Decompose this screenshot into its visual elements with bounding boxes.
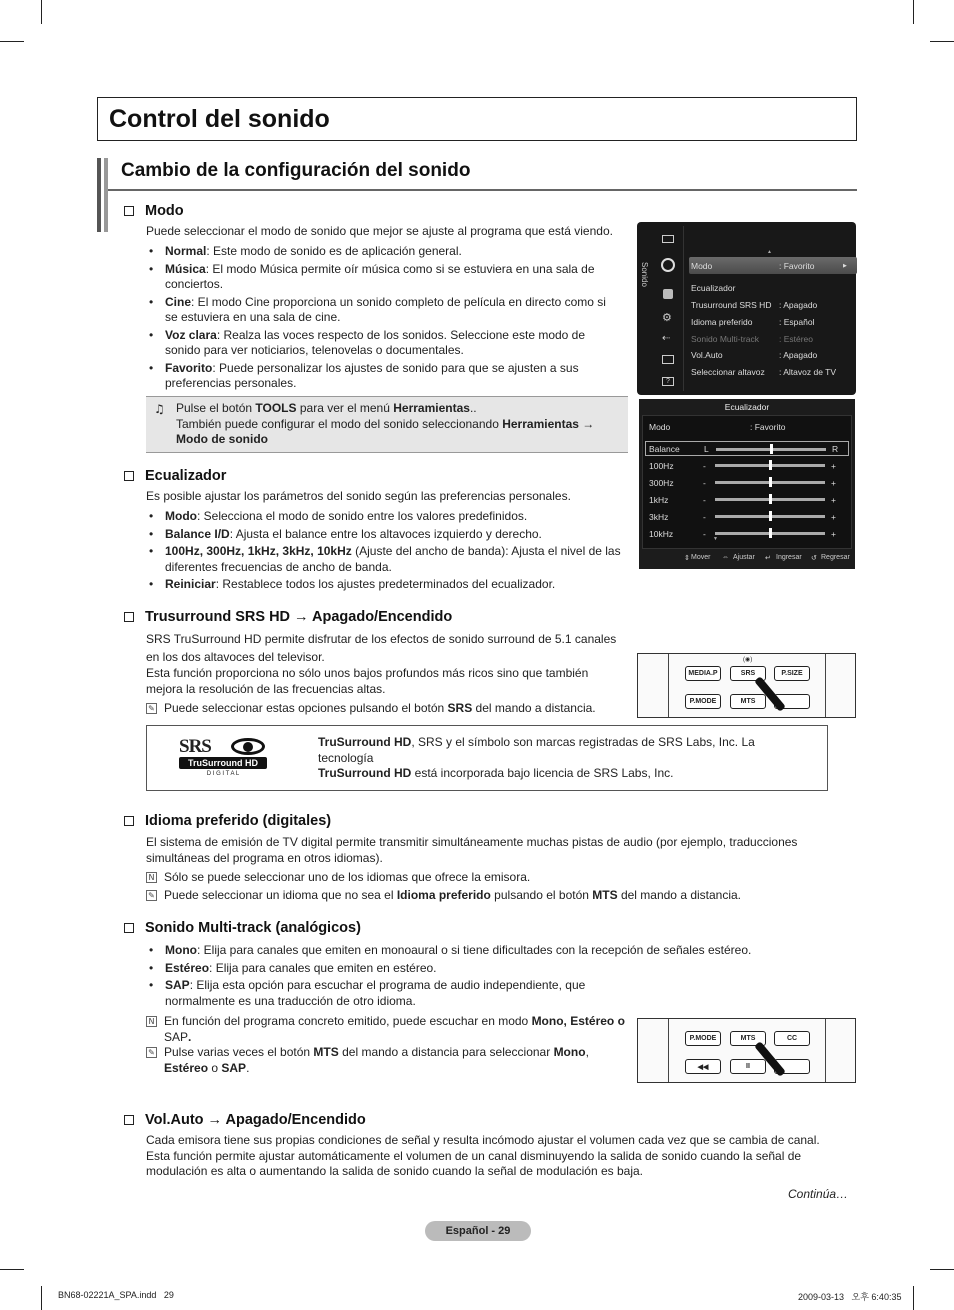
eq-minus: - bbox=[703, 511, 706, 522]
eq-scroll-down-icon: ▼ bbox=[713, 536, 718, 542]
mts-button[interactable]: MTS bbox=[730, 1031, 766, 1046]
srs-license-box bbox=[146, 725, 828, 791]
eq-minus: - bbox=[703, 494, 706, 505]
eq-minus: - bbox=[703, 460, 706, 471]
srs-button[interactable]: SRS bbox=[730, 666, 766, 681]
eq-minus: - bbox=[703, 477, 706, 488]
menu-row-volauto[interactable]: Vol.Auto : Apagado bbox=[691, 349, 818, 360]
list-item: • Voz clara: Realza las voces respecto de los sonidos. Seleccione este modo de sonido para ver noticiarios, telenovelas o documentales. bbox=[146, 328, 616, 359]
tools-icon: ♫ bbox=[154, 402, 165, 416]
list-item: • Reiniciar: Restablece todos los ajustes predeterminados del ecualizador. bbox=[146, 577, 631, 593]
info-note-icon: N bbox=[146, 1016, 157, 1027]
title-box bbox=[97, 97, 857, 141]
srs-p1: SRS TruSurround HD permite disfrutar de los efectos de sonido surround de 5.1 canales en los dos altavoces del televisor. bbox=[146, 632, 617, 664]
application-icon bbox=[662, 355, 674, 364]
eq-plus: + bbox=[831, 528, 836, 539]
subtitle-bar-accent-2 bbox=[104, 158, 108, 232]
remote-edge-right bbox=[825, 654, 826, 717]
multitrack-note2: ✎ Pulse varias veces el botón MTS del mando a distancia para seleccionar Mono, Estéreo o SAP. bbox=[146, 1045, 606, 1076]
enter-icon: ↵ bbox=[765, 555, 771, 562]
remote-mts-illustration bbox=[637, 1018, 856, 1083]
remote-note-icon: ✎ bbox=[146, 1047, 157, 1058]
rewind-button[interactable]: ◀◀ bbox=[685, 1059, 721, 1074]
modo-intro: Puede seleccionar el modo de sonido que mejor se ajuste al programa que está viendo. bbox=[146, 224, 613, 238]
multitrack-note1: N En función del programa concreto emitido, puede escuchar en modo Mono, Estéreo o SAP. bbox=[146, 1014, 626, 1045]
menu-row-altavoz[interactable]: Seleccionar altavoz : Altavoz de TV bbox=[691, 366, 837, 377]
remote-edge-left bbox=[668, 654, 669, 717]
eq-band-row[interactable] bbox=[645, 492, 849, 507]
eq-band-slider[interactable] bbox=[715, 498, 825, 501]
idioma-note2: ✎ Puede seleccionar un idioma que no sea el Idioma preferido pulsando el botón MTS del mando a distancia. bbox=[146, 888, 826, 904]
list-item: • Favorito: Puede personalizar los ajustes de sonido para que se ajusten a sus preferencias personales. bbox=[146, 361, 616, 392]
eq-band-label: 100Hz bbox=[649, 460, 674, 471]
idioma-p1: El sistema de emisión de TV digital permite transmitir simultáneamente muchas pistas de audio (por ejemplo, traducciones simultáneas del programa en otros idiomas). bbox=[146, 835, 798, 865]
media-p-button[interactable]: MEDIA.P bbox=[685, 666, 721, 681]
remote-edge-right bbox=[825, 1019, 826, 1082]
eq-band-label: 10kHz bbox=[649, 528, 674, 539]
move-icon: ⇕ bbox=[684, 555, 690, 562]
eq-band-row[interactable] bbox=[645, 475, 849, 490]
list-item: • Mono: Elija para canales que emiten en monoaural o si tiene dificultades con la recepción de señales estéreo. bbox=[146, 943, 786, 959]
srs-p2: Esta función proporciona no sólo unos bajos profundos más ricos sino que también mejora la resolución de las frecuencias altas. bbox=[146, 666, 589, 696]
menu-row-multitrack: Sonido Multi-track : Estéreo bbox=[691, 333, 814, 344]
eq-band-row[interactable] bbox=[645, 458, 849, 473]
eq-band-slider[interactable] bbox=[715, 515, 825, 518]
sound-icon bbox=[661, 258, 675, 272]
ecualizador-intro: Es posible ajustar los parámetros del sonido según las preferencias personales. bbox=[146, 489, 571, 503]
p-size-button[interactable]: P.SIZE bbox=[774, 666, 810, 681]
eq-band-label: 3kHz bbox=[649, 511, 669, 522]
list-item: • Cine: El modo Cine proporciona un sonido completo de película en directo como si se estuviera en una sala de cine. bbox=[146, 295, 616, 326]
srs-symbol-icon: (◉) bbox=[743, 657, 753, 663]
modo-heading: Modo bbox=[124, 203, 184, 219]
list-item: • 100Hz, 300Hz, 1kHz, 3kHz, 10kHz (Ajuste del ancho de banda): Ajusta el nivel de las diferentes frecuencias de ancho de banda. bbox=[146, 544, 631, 575]
sound-menu-screen bbox=[637, 222, 856, 395]
balance-knob[interactable] bbox=[770, 444, 773, 454]
eq-band-row[interactable] bbox=[645, 509, 849, 524]
menu-scroll-up-icon: ▲ bbox=[767, 249, 772, 255]
input-icon: ⇠ bbox=[662, 333, 671, 344]
setup-icon: ⚙ bbox=[662, 311, 672, 324]
idioma-note1: N Sólo se puede seleccionar uno de los idiomas que ofrece la emisora. bbox=[146, 870, 826, 886]
continue-text: Continúa… bbox=[788, 1187, 849, 1201]
remote-srs-illustration bbox=[637, 653, 856, 718]
page-title: Control del sonido bbox=[109, 105, 330, 133]
remote-note-icon: ✎ bbox=[146, 890, 157, 901]
eq-band-slider[interactable] bbox=[715, 532, 825, 535]
remote-note-icon: ✎ bbox=[146, 703, 157, 714]
page-number-badge: Español - 29 bbox=[425, 1221, 531, 1241]
pause-button[interactable]: II bbox=[730, 1059, 766, 1074]
p-mode-button[interactable]: P.MODE bbox=[685, 1031, 721, 1046]
modo-list bbox=[146, 244, 616, 394]
eq-minus: - bbox=[703, 528, 706, 539]
remote-edge-left bbox=[668, 1019, 669, 1082]
footer-file: BN68-02221A_SPA.indd 29 bbox=[58, 1290, 174, 1300]
eq-plus: + bbox=[831, 511, 836, 522]
list-item: • Balance I/D: Ajusta el balance entre los altavoces izquierdo y derecho. bbox=[146, 527, 631, 543]
arrow-right-icon: ▶ bbox=[843, 262, 847, 269]
adjust-icon: ⇔ bbox=[722, 554, 729, 561]
srs-legal-text: TruSurround HD, SRS y el símbolo son marcas registradas de SRS Labs, Inc. La tecnología TruSurround HD está incorporada bajo licencia de SRS Labs, Inc. bbox=[318, 735, 755, 780]
eq-band-row[interactable] bbox=[645, 526, 849, 541]
footer-timestamp: 2009-03-13 오후 6:40:35 bbox=[798, 1292, 902, 1302]
subtitle-underline bbox=[108, 189, 857, 191]
ecualizador-list bbox=[146, 509, 631, 595]
p-mode-button[interactable]: P.MODE bbox=[685, 694, 721, 709]
cc-button[interactable]: CC bbox=[774, 1031, 810, 1046]
srs-logo-symbol bbox=[231, 738, 265, 755]
eq-band-label: 1kHz bbox=[649, 494, 669, 505]
list-item: • Modo: Selecciona el modo de sonido entre los valores predefinidos. bbox=[146, 509, 631, 525]
menu-side-label: Sonido bbox=[640, 262, 649, 287]
list-item: • Normal: Este modo de sonido es de aplicación general. bbox=[146, 244, 616, 260]
multitrack-list bbox=[146, 943, 786, 1011]
list-item: • SAP: Elija esta opción para escuchar el programa de audio independiente, que normalmente es una traducción de otro idioma. bbox=[146, 978, 586, 1009]
eq-band-label: 300Hz bbox=[649, 477, 674, 488]
eq-plus: + bbox=[831, 460, 836, 471]
eq-band-knob[interactable] bbox=[769, 528, 772, 538]
srs-logo-digital: D I G I T A L bbox=[206, 771, 240, 777]
list-item: • Estéreo: Elija para canales que emiten en estéreo. bbox=[146, 961, 786, 977]
eq-band-slider[interactable] bbox=[715, 464, 825, 467]
support-icon: ? bbox=[662, 377, 674, 386]
channel-icon bbox=[663, 289, 673, 299]
eq-band-slider[interactable] bbox=[715, 481, 825, 484]
picture-icon bbox=[662, 235, 674, 243]
srs-logo-sub: TruSurround HD bbox=[179, 757, 267, 769]
multitrack-heading: Sonido Multi-track (analógicos) bbox=[124, 920, 361, 936]
srs-logo bbox=[179, 736, 267, 780]
list-item: • Música: El modo Música permite oír música como si se estuviera en una sala de conciertos. bbox=[146, 262, 616, 293]
menu-row-ecualizador[interactable]: Ecualizador bbox=[691, 282, 736, 293]
mts-button[interactable]: MTS bbox=[730, 694, 766, 709]
eq-band-knob[interactable] bbox=[769, 511, 772, 521]
eq-band-knob[interactable] bbox=[769, 460, 772, 470]
volauto-heading: Vol.Auto → Apagado/Encendido bbox=[124, 1112, 366, 1128]
menu-row-idioma[interactable]: Idioma preferido : Español bbox=[691, 316, 815, 327]
eq-mode-row[interactable]: Modo : Favorito bbox=[649, 421, 786, 432]
idioma-heading: Idioma preferido (digitales) bbox=[124, 813, 331, 829]
menu-row-modo[interactable]: Modo : Favorito ▶ bbox=[689, 257, 857, 274]
tools-note-text: Pulse el botón TOOLS para ver el menú Herramientas.. También puede configurar el modo del sonido seleccionando Herramientas → Modo de sonido bbox=[176, 401, 595, 446]
srs-note: ✎ Puede seleccionar estas opciones pulsando el botón SRS del mando a distancia. bbox=[146, 701, 626, 717]
volauto-p1: Cada emisora tiene sus propias condiciones de señal y resulta incómodo ajustar el volumen cada vez que se cambia de canal. Esta función permite ajustar automáticamente el volumen de un canal disminuyendo la salida de sonido cuando la señal de modulación es alta o aumentando la salida de sonido cuando la señal de modulación es baja. bbox=[146, 1133, 820, 1178]
equalizer-screen: Ecualizador Modo : Favorito Balance L R ▼ ⇕ Mover ⇔ Ajustar ↵ Ingresar ↺ Regresar 100Hz - + 300Hz - + 1kHz - + 3kHz - + 10kHz - + bbox=[639, 399, 855, 569]
menu-icon-column bbox=[656, 226, 684, 391]
eq-plus: + bbox=[831, 494, 836, 505]
ecualizador-heading: Ecualizador bbox=[124, 468, 226, 484]
srs-heading: Trusurround SRS HD → Apagado/Encendido bbox=[124, 609, 452, 625]
tools-note-box bbox=[146, 396, 628, 453]
return-icon: ↺ bbox=[811, 555, 817, 562]
menu-row-srs[interactable]: Trusurround SRS HD : Apagado bbox=[691, 299, 818, 310]
eq-balance-row[interactable]: Balance L R bbox=[645, 441, 849, 456]
srs-logo-text: SRS bbox=[179, 736, 211, 757]
eq-title: Ecualizador bbox=[724, 402, 770, 412]
subtitle-bar-accent bbox=[97, 158, 101, 232]
eq-plus: + bbox=[831, 477, 836, 488]
balance-slider[interactable] bbox=[716, 448, 826, 451]
page-subtitle: Cambio de la configuración del sonido bbox=[121, 160, 471, 181]
info-note-icon: N bbox=[146, 872, 157, 883]
eq-band-knob[interactable] bbox=[769, 494, 772, 504]
eq-band-knob[interactable] bbox=[769, 477, 772, 487]
